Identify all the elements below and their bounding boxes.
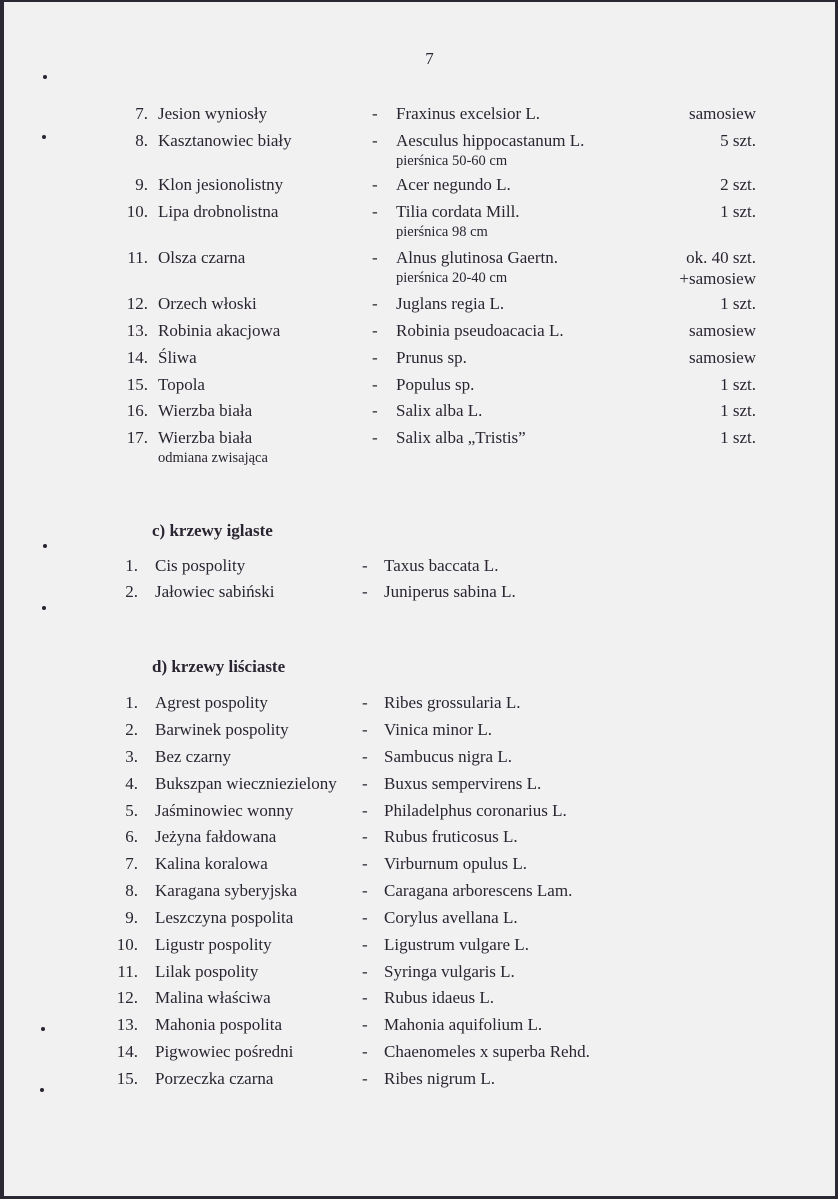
- common-name: Kalina koralowa: [155, 854, 268, 873]
- document-page: [4, 2, 835, 1196]
- item-number: 15.: [126, 375, 148, 394]
- separator-dash: -: [362, 881, 368, 900]
- latin-name: Robinia pseudoacacia L.: [396, 321, 564, 340]
- section-heading-deciduous-shrubs: d) krzewy liściaste: [152, 657, 286, 676]
- separator-dash: -: [372, 294, 378, 313]
- quantity: 2 szt.: [720, 175, 756, 194]
- separator-dash: -: [362, 962, 368, 981]
- separator-dash: -: [362, 556, 368, 575]
- trunk-circumference-note: pierśnica 20-40 cm: [396, 270, 508, 286]
- scan-mark-dot: [42, 606, 46, 610]
- common-name: Cis pospolity: [155, 556, 246, 575]
- scan-mark-dot: [43, 75, 47, 79]
- common-name: Olsza czarna: [158, 248, 246, 267]
- separator-dash: -: [362, 854, 368, 873]
- common-name: Agrest pospolity: [155, 693, 268, 712]
- common-name: Bez czarny: [155, 747, 231, 766]
- latin-name: Ribes grossularia L.: [384, 693, 521, 712]
- separator-dash: -: [362, 720, 368, 739]
- page-number: 7: [425, 49, 434, 68]
- latin-name: Salix alba L.: [396, 401, 483, 420]
- item-number: 11.: [127, 248, 148, 267]
- separator-dash: -: [362, 693, 368, 712]
- scan-mark-dot: [43, 544, 47, 548]
- common-name: Wierzba biała: [158, 401, 253, 420]
- item-number: 11.: [117, 962, 138, 981]
- separator-dash: -: [372, 375, 378, 394]
- separator-dash: -: [362, 801, 368, 820]
- item-number: 8.: [135, 131, 148, 150]
- separator-dash: -: [362, 747, 368, 766]
- quantity: 1 szt.: [720, 428, 756, 447]
- item-number: 12.: [126, 294, 148, 313]
- separator-dash: -: [362, 774, 368, 793]
- quantity: samosiew: [688, 104, 756, 123]
- common-name: Karagana syberyjska: [155, 881, 298, 900]
- item-number: 12.: [116, 988, 138, 1007]
- separator-dash: -: [372, 428, 378, 447]
- separator-dash: -: [372, 401, 378, 420]
- latin-name: Acer negundo L.: [396, 175, 511, 194]
- trunk-circumference-note: pierśnica 50-60 cm: [396, 153, 508, 169]
- quantity-extra: +samosiew: [679, 269, 756, 288]
- item-number: 14.: [116, 1042, 138, 1061]
- latin-name: Rubus fruticosus L.: [384, 827, 518, 846]
- separator-dash: -: [362, 988, 368, 1007]
- latin-name: Rubus idaeus L.: [384, 988, 495, 1007]
- item-number: 7.: [135, 104, 148, 123]
- item-number: 10.: [126, 202, 148, 221]
- common-name: Jesion wyniosły: [158, 104, 268, 123]
- item-number: 4.: [125, 774, 138, 793]
- separator-dash: -: [362, 1042, 368, 1061]
- common-name: Malina właściwa: [155, 988, 271, 1007]
- separator-dash: -: [362, 908, 368, 927]
- latin-name: Salix alba „Tristis”: [396, 428, 526, 447]
- separator-dash: -: [372, 202, 378, 221]
- latin-name: Taxus baccata L.: [384, 556, 499, 575]
- item-number: 3.: [125, 747, 138, 766]
- latin-name: Fraxinus excelsior L.: [396, 104, 540, 123]
- separator-dash: -: [362, 1015, 368, 1034]
- quantity: 1 szt.: [720, 375, 756, 394]
- trunk-circumference-note: pierśnica 98 cm: [396, 224, 488, 240]
- item-number: 14.: [126, 348, 148, 367]
- latin-name: Aesculus hippocastanum L.: [396, 131, 585, 150]
- item-number: 1.: [125, 693, 138, 712]
- quantity: samosiew: [688, 348, 756, 367]
- item-number: 10.: [116, 935, 138, 954]
- common-name: Porzeczka czarna: [155, 1069, 274, 1088]
- common-name: Ligustr pospolity: [155, 935, 272, 954]
- latin-name: Ribes nigrum L.: [384, 1069, 495, 1088]
- item-number: 2.: [125, 582, 138, 601]
- separator-dash: -: [372, 321, 378, 340]
- latin-name: Virburnum opulus L.: [384, 854, 527, 873]
- latin-name: Populus sp.: [396, 375, 475, 394]
- latin-name: Alnus glutinosa Gaertn.: [396, 248, 558, 267]
- item-number: 1.: [125, 556, 138, 575]
- separator-dash: -: [372, 248, 378, 267]
- latin-name: Corylus avellana L.: [384, 908, 518, 927]
- common-name: Lilak pospolity: [155, 962, 259, 981]
- item-number: 17.: [126, 428, 148, 447]
- item-number: 6.: [125, 827, 138, 846]
- common-name: Barwinek pospolity: [155, 720, 289, 739]
- quantity: 1 szt.: [720, 294, 756, 313]
- variety-note: odmiana zwisająca: [158, 450, 268, 466]
- separator-dash: -: [362, 827, 368, 846]
- item-number: 16.: [126, 401, 148, 420]
- scan-mark-dot: [42, 135, 46, 139]
- item-number: 2.: [125, 720, 138, 739]
- common-name: Robinia akacjowa: [158, 321, 281, 340]
- common-name: Jeżyna fałdowana: [155, 827, 277, 846]
- separator-dash: -: [372, 175, 378, 194]
- separator-dash: -: [362, 582, 368, 601]
- common-name: Topola: [158, 375, 205, 394]
- common-name: Pigwowiec pośredni: [155, 1042, 294, 1061]
- quantity: samosiew: [688, 321, 756, 340]
- quantity: 1 szt.: [720, 401, 756, 420]
- latin-name: Philadelphus coronarius L.: [384, 801, 567, 820]
- common-name: Śliwa: [158, 348, 197, 367]
- section-heading-coniferous-shrubs: c) krzewy iglaste: [152, 521, 273, 540]
- quantity: ok. 40 szt.: [686, 248, 756, 267]
- common-name: Kasztanowiec biały: [158, 131, 292, 150]
- separator-dash: -: [372, 348, 378, 367]
- item-number: 13.: [116, 1015, 138, 1034]
- scan-mark-dot: [41, 1027, 45, 1031]
- item-number: 5.: [125, 801, 138, 820]
- common-name: Mahonia pospolita: [155, 1015, 283, 1034]
- latin-name: Syringa vulgaris L.: [384, 962, 515, 981]
- scan-mark-dot: [40, 1088, 44, 1092]
- quantity: 1 szt.: [720, 202, 756, 221]
- latin-name: Prunus sp.: [396, 348, 467, 367]
- item-number: 9.: [135, 175, 148, 194]
- item-number: 8.: [125, 881, 138, 900]
- common-name: Orzech włoski: [158, 294, 257, 313]
- latin-name: Chaenomeles x superba Rehd.: [384, 1042, 590, 1061]
- separator-dash: -: [372, 104, 378, 123]
- latin-name: Sambucus nigra L.: [384, 747, 512, 766]
- latin-name: Ligustrum vulgare L.: [384, 935, 529, 954]
- latin-name: Caragana arborescens Lam.: [384, 881, 573, 900]
- common-name: Jałowiec sabiński: [155, 582, 275, 601]
- separator-dash: -: [362, 935, 368, 954]
- latin-name: Mahonia aquifolium L.: [384, 1015, 543, 1034]
- quantity: 5 szt.: [720, 131, 756, 150]
- common-name: Lipa drobnolistna: [158, 202, 279, 221]
- latin-name: Juniperus sabina L.: [384, 582, 516, 601]
- latin-name: Buxus sempervirens L.: [384, 774, 542, 793]
- latin-name: Tilia cordata Mill.: [396, 202, 520, 221]
- common-name: Leszczyna pospolita: [155, 908, 294, 927]
- item-number: 9.: [125, 908, 138, 927]
- item-number: 13.: [126, 321, 148, 340]
- common-name: Jaśminowiec wonny: [155, 801, 294, 820]
- common-name: Wierzba biała: [158, 428, 253, 447]
- separator-dash: -: [372, 131, 378, 150]
- latin-name: Juglans regia L.: [396, 294, 505, 313]
- latin-name: Vinica minor L.: [384, 720, 493, 739]
- item-number: 7.: [125, 854, 138, 873]
- separator-dash: -: [362, 1069, 368, 1088]
- common-name: Klon jesionolistny: [158, 175, 284, 194]
- item-number: 15.: [116, 1069, 138, 1088]
- common-name: Bukszpan wieczniezielony: [155, 774, 337, 793]
